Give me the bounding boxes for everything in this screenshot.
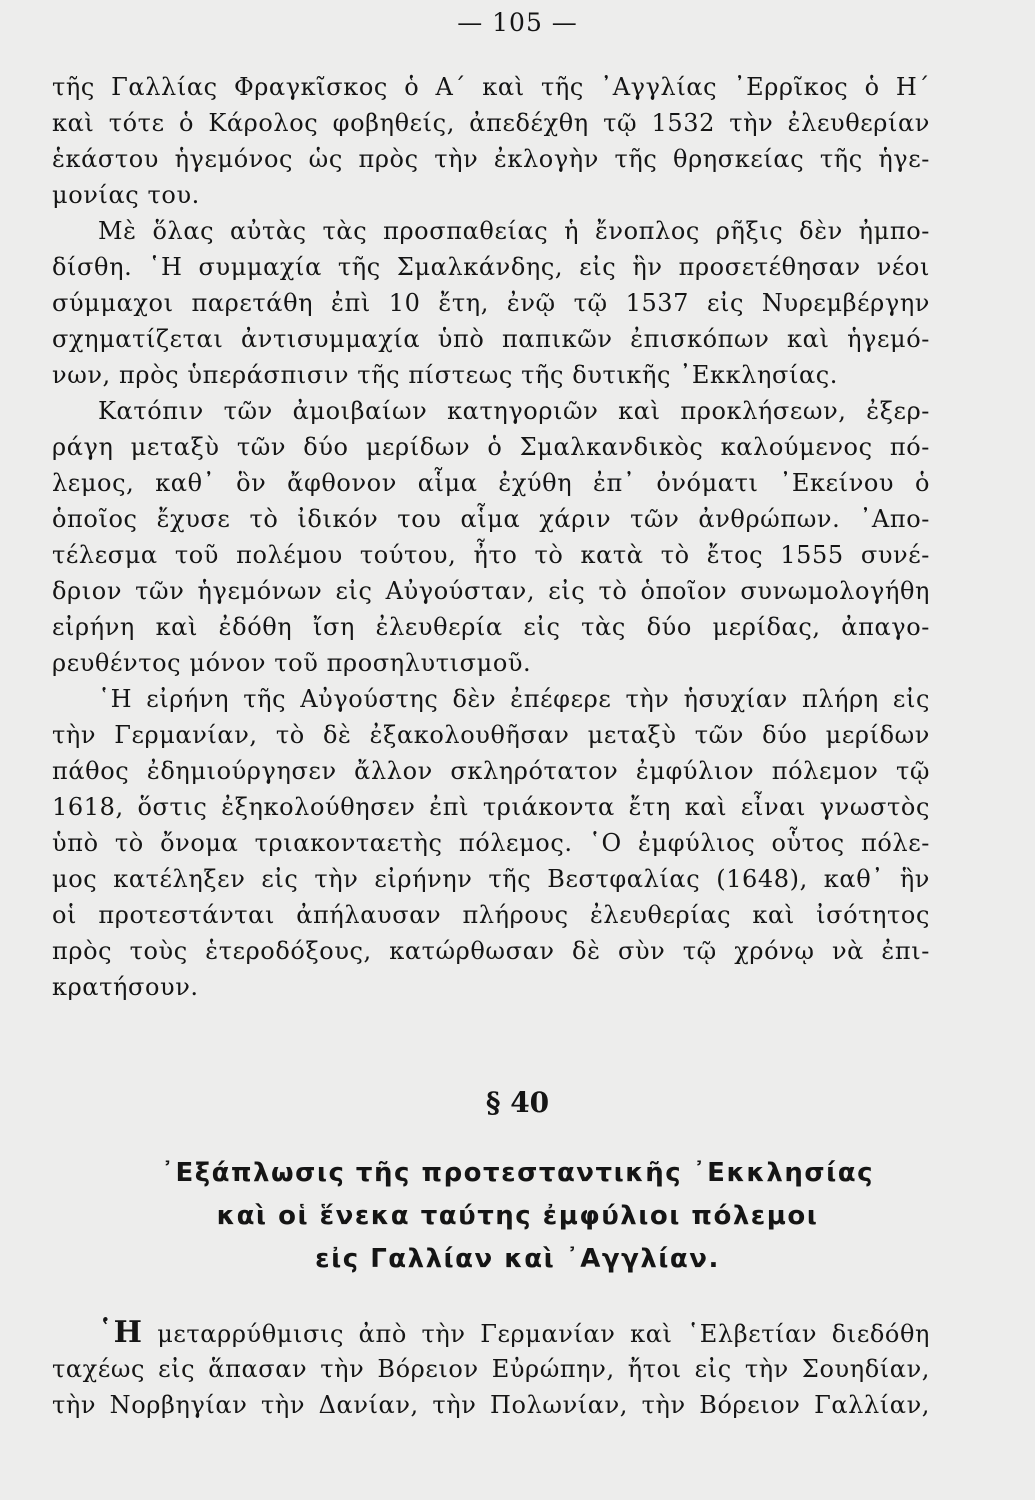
- text-line: πάθος ἐδημιούργησεν ἄλλον σκληρότατον ἐμφύλιον πόλεμον τῷ: [52, 757, 930, 785]
- text-line: νων, πρὸς ὑπεράσπισιν τῆς πίστεως τῆς δυτικῆς ᾿Εκκλησίας.: [52, 361, 839, 389]
- section-heading-line: ᾿Εξάπλωσις τῆς προτεσταντικῆς ᾿Εκκλησίας: [160, 1158, 875, 1188]
- text-line: ράγη μεταξὺ τῶν δύο μερίδων ὁ Σμαλκανδικὸς καλούμενος πό-: [52, 433, 930, 461]
- text-line: δριον τῶν ἡγεμόνων εἰς Αὐγούσταν, εἰς τὸ ὁποῖον συνωμολογήθη: [52, 577, 930, 605]
- first-line-text: μεταρρύθμισις ἀπὸ τὴν Γερμανίαν καὶ ῾Ελβετίαν διεδόθη: [157, 1320, 930, 1348]
- text-line: δίσθη. ῾Η συμμαχία τῆς Σμαλκάνδης, εἰς ἣν προσετέθησαν νέοι: [52, 253, 930, 281]
- text-line: ὁποῖος ἔχυσε τὸ ἰδικόν του αἷμα χάριν τῶν ἀνθρώπων. ᾿Απο-: [52, 505, 930, 533]
- text-line: κρατήσουν.: [52, 973, 199, 1001]
- text-line: 1618, ὅστις ἐξηκολούθησεν ἐπὶ τριάκοντα ἔτη καὶ εἶναι γνωστὸς: [52, 793, 930, 821]
- paragraph-start-line: Μὲ ὅλας αὐτὰς τὰς προσπαθείας ἡ ἔνοπλος ρῆξις δὲν ἠμπο-: [98, 217, 930, 245]
- text-line: ρευθέντος μόνον τοῦ προσηλυτισμοῦ.: [52, 649, 532, 677]
- text-line: τὴν Γερμανίαν, τὸ δὲ ἐξακολουθῆσαν μεταξὺ τῶν δύο μερίδων: [52, 721, 930, 749]
- section-heading-line: καὶ οἱ ἕνεκα ταύτης ἐμφύλιοι πόλεμοι: [216, 1201, 819, 1231]
- text-line: τὴν Νορβηγίαν τὴν Δανίαν, τὴν Πολωνίαν, τὴν Βόρειον Γαλλίαν,: [52, 1391, 930, 1419]
- section-mark: § 40: [485, 1086, 550, 1119]
- text-line: ἑκάστου ἡγεμόνος ὡς πρὸς τὴν ἐκλογὴν τῆς θρησκείας τῆς ἡγε-: [52, 145, 930, 173]
- text-line: εἰρήνη καὶ ἐδόθη ἴση ἐλευθερία εἰς τὰς δύο μερίδας, ἀπαγο-: [52, 613, 930, 641]
- text-line: τῆς Γαλλίας Φραγκῖσκος ὁ Α΄ καὶ τῆς ᾿Αγγλίας ᾿Ερρῖκος ὁ Η΄: [52, 73, 930, 101]
- text-line: λεμος, καθ᾿ ὃν ἄφθονον αἷμα ἐχύθη ἐπ᾿ ὀνόματι ᾿Εκείνου ὁ: [52, 469, 930, 497]
- paragraph-start-line: ῾Η εἰρήνη τῆς Αὐγούστης δὲν ἐπέφερε τὴν ἡσυχίαν πλήρη εἰς: [98, 685, 930, 713]
- page-number: — 105 —: [457, 8, 578, 37]
- text-line: ὑπὸ τὸ ὄνομα τριακονταετὴς πόλεμος. ῾Ο ἐμφύλιος οὗτος πόλε-: [52, 829, 930, 857]
- text-line: ταχέως εἰς ἅπασαν τὴν Βόρειον Εὐρώπην, ἤτοι εἰς τὴν Σουηδίαν,: [52, 1355, 930, 1383]
- text-line: σχηματίζεται ἀντισυμμαχία ὑπὸ παπικῶν ἐπισκόπων καὶ ἡγεμό-: [52, 325, 930, 353]
- text-line: μονίας του.: [52, 181, 200, 209]
- initial-letter: ῾Η: [98, 1315, 143, 1350]
- text-line: καὶ τότε ὁ Κάρολος φοβηθείς, ἀπεδέχθη τῷ 1532 τὴν ἐλευθερίαν: [52, 109, 930, 137]
- text-line: σύμμαχοι παρετάθη ἐπὶ 10 ἔτη, ἐνῷ τῷ 1537 εἰς Νυρεμβέργην: [52, 289, 930, 317]
- text-line: οἱ προτεστάνται ἀπήλαυσαν πλήρους ἐλευθερίας καὶ ἰσότητος: [52, 901, 930, 929]
- text-line: τέλεσμα τοῦ πολέμου τούτου, ἦτο τὸ κατὰ τὸ ἔτος 1555 συνέ-: [52, 541, 930, 569]
- text-line: μος κατέληξεν εἰς τὴν εἰρήνην τῆς Βεστφαλίας (1648), καθ᾿ ἣν: [52, 865, 930, 893]
- text-line: πρὸς τοὺς ἑτεροδόξους, κατώρθωσαν δὲ σὺν τῷ χρόνῳ νὰ ἐπι-: [52, 937, 930, 965]
- paragraph-start-line: [98, 1316, 930, 1351]
- paragraph-start-line: Κατόπιν τῶν ἀμοιβαίων κατηγοριῶν καὶ προκλήσεων, ἐξερ-: [98, 397, 930, 425]
- section-heading-line: εἰς Γαλλίαν καὶ ᾿Αγγλίαν.: [315, 1244, 720, 1274]
